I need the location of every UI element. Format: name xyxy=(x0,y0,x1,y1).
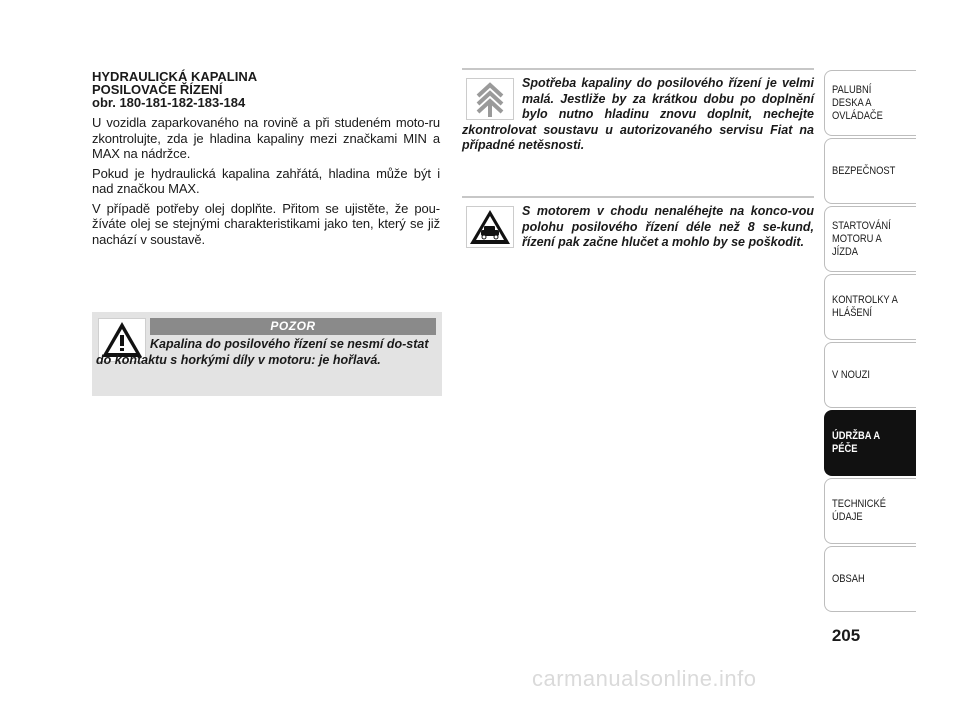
paragraph: V případě potřeby olej doplňte. Přitom se ujistěte, že pou-žíváte olej se stejnými charakteristikami jako ten, který se již nachází v soustavě. xyxy=(92,200,440,247)
warning-box xyxy=(92,312,442,396)
chapter-tabs xyxy=(824,70,916,614)
tree-icon xyxy=(466,78,514,120)
tab-safety[interactable]: BEZPEČNOST xyxy=(824,138,916,204)
watermark: carmanualsonline.info xyxy=(532,666,757,691)
note-steering xyxy=(462,196,814,251)
tab-maintenance[interactable]: ÚDRŽBA A PÉČE xyxy=(824,410,916,476)
warning-label: POZOR xyxy=(150,318,436,335)
tab-warning-lights[interactable]: KONTROLKY A HLÁŠENÍ xyxy=(824,274,916,340)
tab-emergency[interactable]: V NOUZI xyxy=(824,342,916,408)
note-text: S motorem v chodu nenaléhejte na konco-vou polohu posilového řízení déle než 8 se-kund, řízení pak začne hlučet a mohlo by se poškodit. xyxy=(522,204,814,249)
page-number: 205 xyxy=(831,626,861,645)
car-warning-icon xyxy=(466,206,514,248)
paragraph: U vozidla zaparkovaného na rovině a při studeném moto-ru zkontrolujte, zda je hladina kapaliny mezi značkami MIN a MAX na nádržce. xyxy=(92,115,440,161)
note-environment xyxy=(462,68,814,154)
tab-dashboard-controls[interactable]: PALUBNÍ DESKA A OVLÁDAČE xyxy=(824,70,916,136)
figure-reference: obr. 180-181-182-183-184 xyxy=(92,95,246,110)
note-text: Spotřeba kapaliny do posilového řízení je velmi malá. Jestliže by za krátkou dobu po doplnění bylo nutno hladinu znovu doplnit, nechejte zkontrolovat soustavu u autorizovaného servisu Fiat na případné netěsnosti. xyxy=(462,76,814,152)
section-title-line2: POSILOVAČE ŘÍZENÍ xyxy=(92,82,223,97)
tab-starting-driving[interactable]: STARTOVÁNÍ MOTORU A JÍZDA xyxy=(824,206,916,272)
tab-contents[interactable]: OBSAH xyxy=(824,546,916,612)
fluid-section xyxy=(92,70,440,247)
section-title-line1: HYDRAULICKÁ KAPALINA xyxy=(92,69,258,84)
warning-text: Kapalina do posilového řízení se nesmí do-stat do kontaktu s horkými díly v motoru: je hořlavá. xyxy=(96,337,429,367)
tab-technical-data[interactable]: TECHNICKÉ ÚDAJE xyxy=(824,478,916,544)
paragraph: Pokud je hydraulická kapalina zahřátá, hladina může být i nad značkou MAX. xyxy=(92,165,440,196)
